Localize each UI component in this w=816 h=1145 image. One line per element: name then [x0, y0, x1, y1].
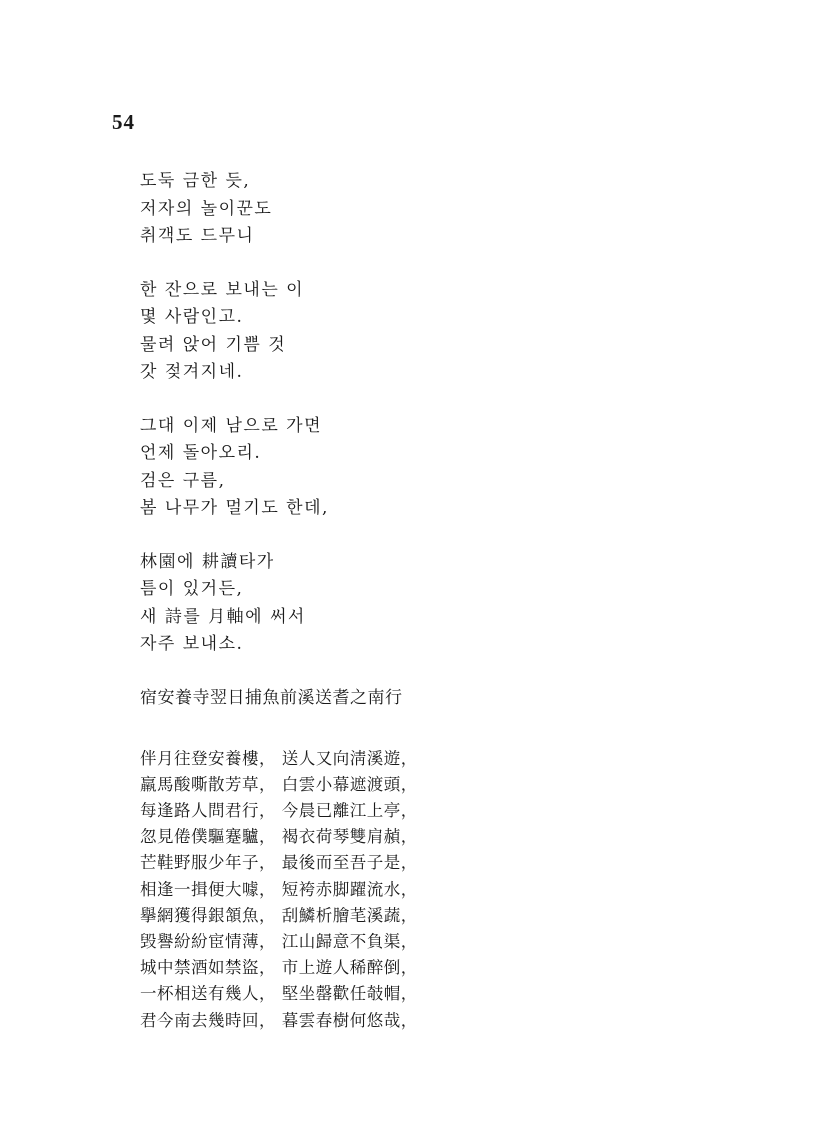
poem-line: 도둑 금한 듯, — [140, 171, 251, 191]
hanmun-line: 相逢一揖便大噱， 短袴赤脚躍流水， — [140, 879, 418, 899]
poem-line: 몇 사람인고. — [140, 307, 244, 327]
hanmun-line: 一杯相送有幾人， 堅坐罄歡任攲帽， — [140, 984, 418, 1004]
hanmun-line: 擧網獲得銀頷魚， 刮鱗析膾芼溪蔬， — [140, 905, 418, 925]
korean-stanza-3 — [140, 413, 780, 523]
poem-line: 취객도 드무니 — [140, 226, 255, 246]
poem-line: 검은 구름, — [140, 470, 226, 491]
poem-line: 갓 젖겨지네. — [140, 362, 244, 382]
hanmun-line: 羸馬酸嘶散芳草， 白雲小幕遮渡頭， — [140, 774, 418, 794]
page-number: 54 — [112, 110, 135, 134]
poem-line: 그대 이제 남으로 가면 — [140, 415, 323, 436]
poem-line: 새 詩를 月軸에 써서 — [140, 606, 306, 627]
hanmun-poem — [140, 746, 780, 1034]
poem-line: 물려 앉어 기쁨 것 — [140, 334, 287, 355]
hanmun-poem-title: 宿安養寺翌日捕魚前溪送耆之南行 — [140, 687, 403, 708]
hanmun-line: 忽見倦僕驅蹇驢， 褐衣荷琴雙肩赬， — [140, 827, 418, 847]
poem-line: 틈이 있거든, — [140, 579, 244, 599]
poem-line: 한 잔으로 보내는 이 — [140, 279, 305, 300]
poem-line: 자주 보내소. — [140, 634, 244, 654]
poem-body — [140, 168, 780, 1034]
hanmun-line: 城中禁酒如禁盜， 市上遊人稀醉倒， — [140, 958, 418, 978]
hanmun-line: 每逢路人問君行， 今晨已離江上亭， — [140, 800, 418, 820]
korean-stanza-1 — [140, 168, 780, 251]
poem-line: 저자의 놀이꾼도 — [140, 198, 273, 219]
poem-line: 봄 나무가 멀기도 한데, — [140, 498, 329, 518]
poem-line: 林園에 耕讀타가 — [140, 551, 275, 572]
hanmun-line: 毁譽紛紛宦情薄， 江山歸意不負渠， — [140, 931, 418, 951]
poem-line: 언제 돌아오리. — [140, 443, 262, 463]
hanmun-line: 伴月往登安養樓， 送人又向淸溪遊， — [140, 748, 418, 768]
hanmun-line: 君今南去幾時回， 暮雲春樹何悠哉， — [140, 1010, 418, 1030]
hanmun-line: 芒鞋野服少年子， 最後而至吾子是， — [140, 853, 418, 873]
korean-stanza-4 — [140, 549, 780, 659]
korean-stanza-2 — [140, 277, 780, 387]
